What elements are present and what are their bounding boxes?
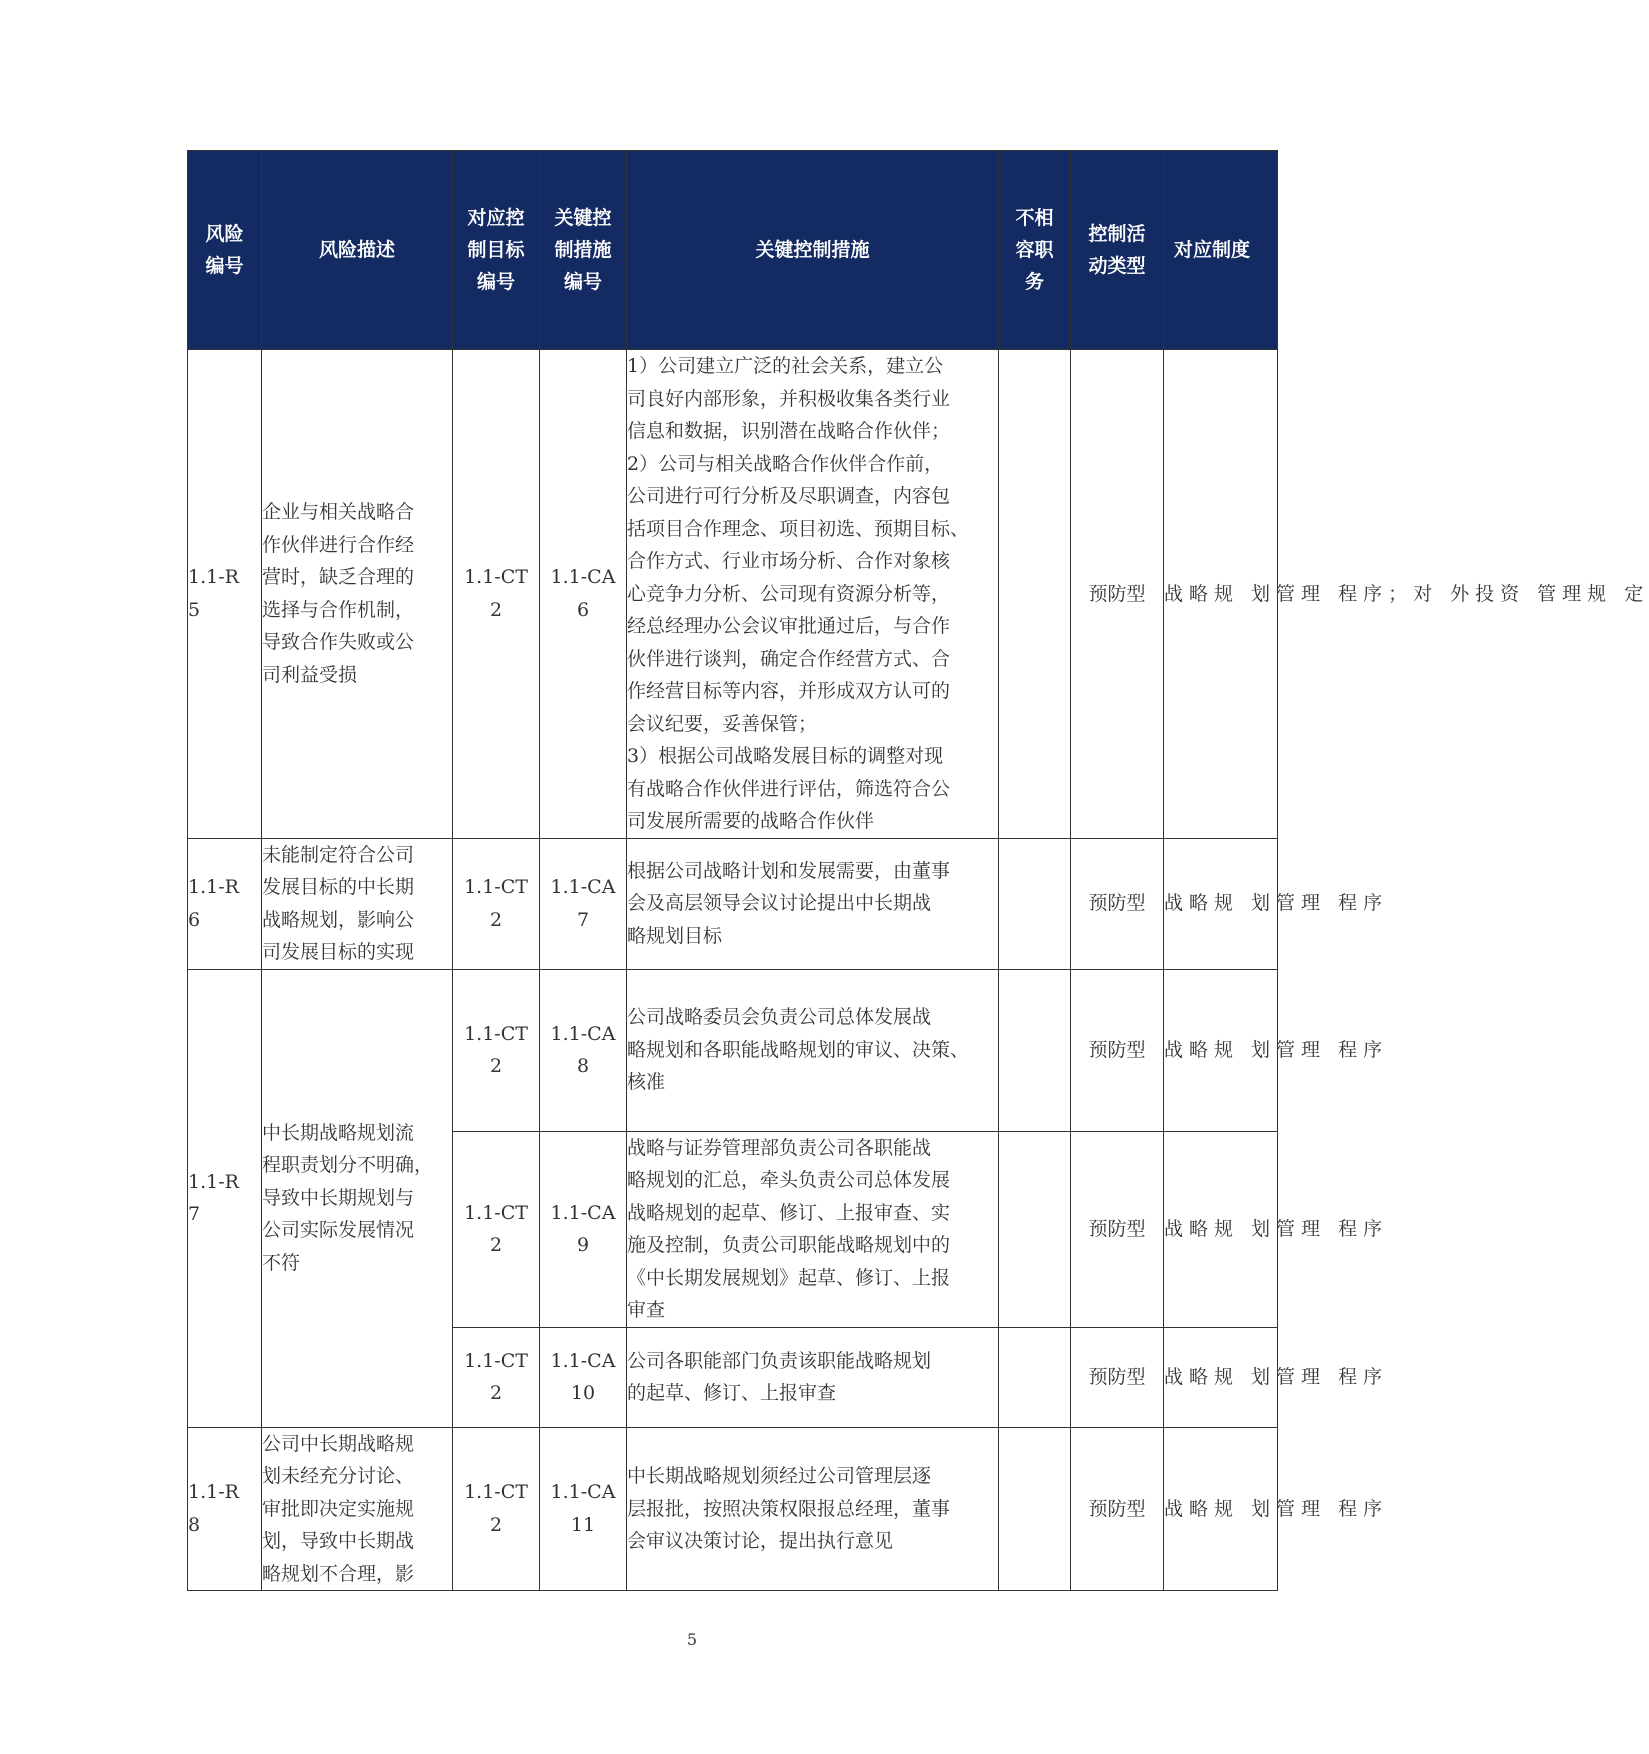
incompatible-cell bbox=[999, 350, 1071, 839]
measure-no-cell: 1.1-CA 11 bbox=[540, 1427, 627, 1591]
measure-no-cell: 1.1-CA 6 bbox=[540, 350, 627, 839]
incompatible-cell bbox=[999, 969, 1071, 1131]
policy-cell: 战略规 划管理 程序 bbox=[1164, 969, 1278, 1131]
risk-desc-cell: 未能制定符合公司 发展目标的中长期 战略规划，影响公 司发展目标的实现 bbox=[262, 838, 453, 969]
header-measure-no: 关键控 制措施 编号 bbox=[540, 151, 627, 350]
measure-no-cell: 1.1-CA 9 bbox=[540, 1131, 627, 1327]
header-target-no: 对应控 制目标 编号 bbox=[453, 151, 540, 350]
measure-cell: 中长期战略规划须经过公司管理层逐 层报批，按照决策权限报总经理，董事 会审议决策讨论，提出执行意见 bbox=[627, 1427, 999, 1591]
header-policy: 对应制度 bbox=[1164, 151, 1278, 350]
table-row bbox=[188, 1427, 1278, 1591]
control-type-cell: 预防型 bbox=[1071, 1131, 1164, 1327]
header-incompatible: 不相 容职 务 bbox=[999, 151, 1071, 350]
header-control-type: 控制活 动类型 bbox=[1071, 151, 1164, 350]
header-measure: 关键控制措施 bbox=[627, 151, 999, 350]
target-no-cell: 1.1-CT 2 bbox=[453, 1427, 540, 1591]
target-no-cell: 1.1-CT 2 bbox=[453, 1327, 540, 1427]
control-type-cell: 预防型 bbox=[1071, 1327, 1164, 1427]
table-row bbox=[188, 350, 1278, 839]
risk-no-cell: 1.1-R 7 bbox=[188, 969, 262, 1427]
incompatible-cell bbox=[999, 1131, 1071, 1327]
risk-control-table bbox=[187, 150, 1649, 1591]
header-risk-no: 风险 编号 bbox=[188, 151, 262, 350]
page-number: 5 bbox=[686, 1630, 698, 1649]
risk-desc-cell: 中长期战略规划流 程职责划分不明确， 导致中长期规划与 公司实际发展情况 不符 bbox=[262, 969, 453, 1427]
measure-cell: 公司战略委员会负责公司总体发展战 略规划和各职能战略规划的审议、决策、 核准 bbox=[627, 969, 999, 1131]
policy-cell: 战略规 划管理 程序 bbox=[1164, 1327, 1278, 1427]
measure-no-cell: 1.1-CA 7 bbox=[540, 838, 627, 969]
target-no-cell: 1.1-CT 2 bbox=[453, 969, 540, 1131]
control-type-cell: 预防型 bbox=[1071, 1427, 1164, 1591]
policy-cell: 战略规 划管理 程序 bbox=[1164, 1427, 1278, 1591]
incompatible-cell bbox=[999, 1327, 1071, 1427]
header-risk-desc: 风险描述 bbox=[262, 151, 453, 350]
risk-no-cell: 1.1-R 8 bbox=[188, 1427, 262, 1591]
control-type-cell: 预防型 bbox=[1071, 350, 1164, 839]
control-type-cell: 预防型 bbox=[1071, 838, 1164, 969]
incompatible-cell bbox=[999, 838, 1071, 969]
target-no-cell: 1.1-CT 2 bbox=[453, 838, 540, 969]
table-header-row bbox=[188, 151, 1278, 350]
measure-cell: 战略与证券管理部负责公司各职能战 略规划的汇总，牵头负责公司总体发展 战略规划的起草、修订、上报审查、实 施及控制，负责公司职能战略规划中的 《中长期发展规划》起草、修订、上报 审查 bbox=[627, 1131, 999, 1327]
measure-cell: 公司各职能部门负责该职能战略规划 的起草、修订、上报审查 bbox=[627, 1327, 999, 1427]
measure-cell: 1）公司建立广泛的社会关系，建立公 司良好内部形象，并积极收集各类行业 信息和数据，识别潜在战略合作伙伴； 2）公司与相关战略合作伙伴合作前， 公司进行可行分析及尽职调查，内容包 括项目合作理念、项目初选、预期目标、 合作方式、行业市场分析、合作对象核 心竞争力分析、公司现有资源分析等， 经总经理办公会议审批通过后，与合作 伙伴进行谈判，确定合作经营方式、合 作经营目标等内容，并形成双方认可的 会议纪要，妥善保管； 3）根据公司战略发展目标的调整对现 有战略合作伙伴进行评估，筛选符合公 司发展所需要的战略合作伙伴 bbox=[627, 350, 999, 839]
table-row bbox=[188, 969, 1278, 1131]
target-no-cell: 1.1-CT 2 bbox=[453, 1131, 540, 1327]
incompatible-cell bbox=[999, 1427, 1071, 1591]
risk-no-cell: 1.1-R 6 bbox=[188, 838, 262, 969]
policy-cell: 战略规 划管理 程序 bbox=[1164, 838, 1278, 969]
table-row bbox=[188, 838, 1278, 969]
policy-cell: 战略规 划管理 程序；对 外投资 管理规 定 bbox=[1164, 350, 1278, 839]
policy-cell: 战略规 划管理 程序 bbox=[1164, 1131, 1278, 1327]
risk-desc-cell: 企业与相关战略合 作伙伴进行合作经 营时，缺乏合理的 选择与合作机制， 导致合作失败或公 司利益受损 bbox=[262, 350, 453, 839]
risk-desc-cell: 公司中长期战略规 划未经充分讨论、 审批即决定实施规 划，导致中长期战 略规划不合理，影 bbox=[262, 1427, 453, 1591]
control-type-cell: 预防型 bbox=[1071, 969, 1164, 1131]
measure-no-cell: 1.1-CA 8 bbox=[540, 969, 627, 1131]
target-no-cell: 1.1-CT 2 bbox=[453, 350, 540, 839]
measure-cell: 根据公司战略计划和发展需要，由董事 会及高层领导会议讨论提出中长期战 略规划目标 bbox=[627, 838, 999, 969]
risk-no-cell: 1.1-R 5 bbox=[188, 350, 262, 839]
measure-no-cell: 1.1-CA 10 bbox=[540, 1327, 627, 1427]
